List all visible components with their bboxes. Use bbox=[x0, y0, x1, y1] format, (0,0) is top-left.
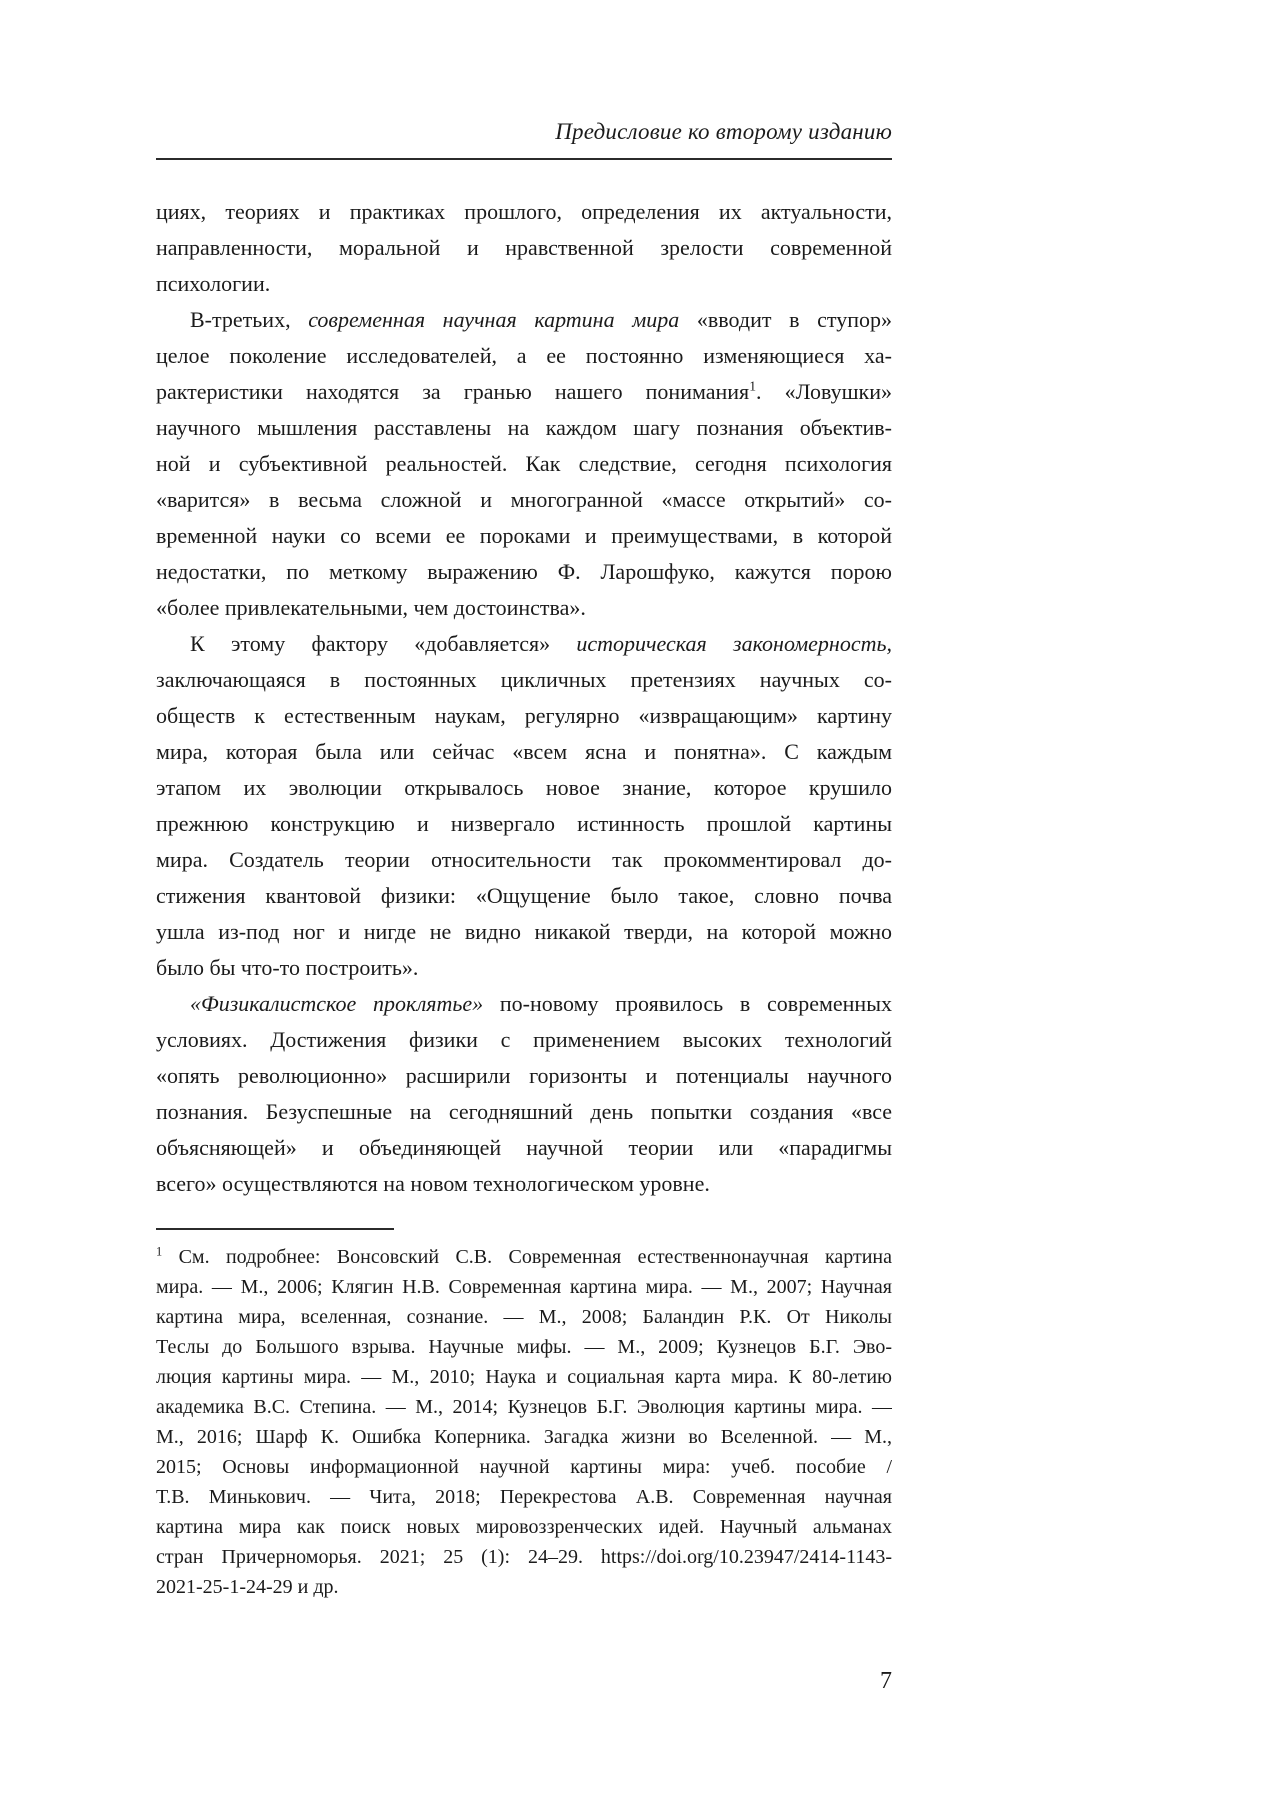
text-line bbox=[156, 410, 892, 446]
text-segment: целое поколение исследователей, а ее постоянно изменяющиеся ха- bbox=[156, 343, 892, 368]
text-line bbox=[156, 338, 892, 374]
running-header: Предисловие ко второму изданию bbox=[555, 119, 892, 144]
text-line bbox=[156, 842, 892, 878]
text-line bbox=[156, 1058, 892, 1094]
text-line bbox=[156, 698, 892, 734]
text-segment: познания. Безуспешные на сегодняшний день попытки создания «все bbox=[156, 1099, 892, 1124]
text-segment: См. подробнее: Вонсовский С.В. Современная естественнонаучная картина bbox=[162, 1246, 892, 1268]
text-line bbox=[156, 1392, 892, 1422]
text-segment: психологии. bbox=[156, 271, 271, 296]
text-line bbox=[156, 986, 892, 1022]
text-line bbox=[156, 554, 892, 590]
footnote-text bbox=[156, 1242, 892, 1602]
text-segment: по-новому проявилось в современных bbox=[483, 991, 892, 1016]
text-line bbox=[156, 590, 892, 626]
text-segment: «варится» в весьма сложной и многогранной «массе открытий» со- bbox=[156, 487, 892, 512]
text-line bbox=[156, 1022, 892, 1058]
text-segment: 2015; Основы информационной научной картины мира: учеб. пособие / bbox=[156, 1456, 892, 1478]
text-line bbox=[156, 1332, 892, 1362]
text-segment: 2021-25-1-24-29 и др. bbox=[156, 1576, 339, 1598]
text-segment: ной и субъективной реальностей. Как следствие, сегодня психология bbox=[156, 451, 892, 476]
text-segment: направленности, моральной и нравственной зрелости современной bbox=[156, 235, 892, 260]
text-segment: временной науки со всеми ее пороками и преимуществами, в которой bbox=[156, 523, 892, 548]
text-segment: всего» осуществляются на новом технологическом уровне. bbox=[156, 1171, 710, 1196]
text-segment: мира, которая была или сейчас «всем ясна и понятна». С каждым bbox=[156, 739, 892, 764]
text-segment: Т.В. Минькович. — Чита, 2018; Перекрестова А.В. Современная научная bbox=[156, 1486, 892, 1508]
text-line bbox=[156, 1302, 892, 1332]
text-segment: К этому фактору «добавляется» bbox=[190, 631, 577, 656]
text-segment: стижения квантовой физики: «Ощущение было такое, словно почва bbox=[156, 883, 892, 908]
footnote-reference-marker: 1 bbox=[156, 1244, 163, 1259]
paragraph bbox=[156, 1242, 892, 1602]
text-segment: «опять революционно» расширили горизонты и потенциалы научного bbox=[156, 1063, 892, 1088]
text-line bbox=[156, 1272, 892, 1302]
text-line bbox=[156, 1094, 892, 1130]
emphasis-text: историческая закономерность, bbox=[576, 631, 892, 656]
text-segment: объясняющей» и объединяющей научной теории или «парадигмы bbox=[156, 1135, 892, 1160]
page-content bbox=[156, 118, 892, 1602]
text-segment: было бы что-то построить». bbox=[156, 955, 419, 980]
paragraph bbox=[156, 626, 892, 986]
text-segment: Теслы до Большого взрыва. Научные мифы. — М., 2009; Кузнецов Б.Г. Эво- bbox=[156, 1336, 892, 1358]
text-line bbox=[156, 1512, 892, 1542]
text-segment: заключающаяся в постоянных цикличных претензиях научных со- bbox=[156, 667, 892, 692]
text-line bbox=[156, 914, 892, 950]
text-line bbox=[156, 230, 892, 266]
text-segment: «более привлекательными, чем достоинства». bbox=[156, 595, 586, 620]
text-line bbox=[156, 1130, 892, 1166]
text-segment: «вводит в ступор» bbox=[679, 307, 892, 332]
text-line bbox=[156, 662, 892, 698]
text-segment: обществ к естественным наукам, регулярно «извращающим» картину bbox=[156, 703, 892, 728]
emphasis-text: «Физикалистское проклятье» bbox=[190, 991, 484, 1016]
paragraph bbox=[156, 986, 892, 1202]
text-line bbox=[156, 266, 892, 302]
text-line bbox=[156, 1362, 892, 1392]
header-rule bbox=[156, 158, 892, 160]
text-segment: В-третьих, bbox=[190, 307, 309, 332]
text-line bbox=[156, 950, 892, 986]
text-segment: рактеристики находятся за гранью нашего понимания bbox=[156, 379, 750, 404]
text-segment: мира. Создатель теории относительности так прокомментировал до- bbox=[156, 847, 892, 872]
text-segment: картина мира, вселенная, сознание. — М., 2008; Баландин Р.К. От Николы bbox=[156, 1306, 892, 1328]
text-segment: условиях. Достижения физики с применением высоких технологий bbox=[156, 1027, 892, 1052]
text-segment: мира. — М., 2006; Клягин Н.В. Современная картина мира. — М., 2007; Научная bbox=[156, 1276, 892, 1298]
text-line bbox=[156, 1572, 892, 1602]
text-line bbox=[156, 770, 892, 806]
text-segment: . «Ловушки» bbox=[756, 379, 892, 404]
text-segment: прежнюю конструкцию и низвергало истинность прошлой картины bbox=[156, 811, 892, 836]
text-line bbox=[156, 878, 892, 914]
text-line bbox=[156, 302, 892, 338]
text-segment: недостатки, по меткому выражению Ф. Ларошфуко, кажутся порою bbox=[156, 559, 892, 584]
text-segment: люция картины мира. — М., 2010; Наука и социальная карта мира. К 80-летию bbox=[156, 1366, 892, 1388]
text-segment: М., 2016; Шарф К. Ошибка Коперника. Загадка жизни во Вселенной. — М., bbox=[156, 1426, 892, 1448]
text-line bbox=[156, 194, 892, 230]
text-segment: этапом их эволюции открывалось новое знание, которое крушило bbox=[156, 775, 892, 800]
text-line bbox=[156, 374, 892, 410]
emphasis-text: современная научная картина мира bbox=[308, 307, 680, 332]
text-line bbox=[156, 806, 892, 842]
text-line bbox=[156, 1422, 892, 1452]
page-number: 7 bbox=[880, 1668, 892, 1694]
text-segment: картина мира как поиск новых мировоззренческих идей. Научный альманах bbox=[156, 1516, 892, 1538]
text-line bbox=[156, 1542, 892, 1572]
text-segment: стран Причерноморья. 2021; 25 (1): 24–29. https://doi.org/10.23947/2414-1143- bbox=[156, 1546, 892, 1568]
text-line bbox=[156, 482, 892, 518]
body-text bbox=[156, 194, 892, 1202]
text-line bbox=[156, 626, 892, 662]
text-line bbox=[156, 446, 892, 482]
text-segment: циях, теориях и практиках прошлого, определения их актуальности, bbox=[156, 199, 892, 224]
footnote-reference-marker: 1 bbox=[749, 378, 756, 394]
text-line bbox=[156, 1166, 892, 1202]
text-segment: академика В.С. Степина. — М., 2014; Кузнецов Б.Г. Эволюция картины мира. — bbox=[156, 1396, 892, 1418]
text-line bbox=[156, 518, 892, 554]
footnote-separator bbox=[156, 1228, 394, 1230]
text-segment: научного мышления расставлены на каждом шагу познания объектив- bbox=[156, 415, 892, 440]
text-line bbox=[156, 1452, 892, 1482]
text-line bbox=[156, 1242, 892, 1272]
text-line bbox=[156, 1482, 892, 1512]
text-line bbox=[156, 734, 892, 770]
paragraph bbox=[156, 302, 892, 626]
text-segment: ушла из-под ног и нигде не видно никакой тверди, на которой можно bbox=[156, 919, 892, 944]
paragraph bbox=[156, 194, 892, 302]
